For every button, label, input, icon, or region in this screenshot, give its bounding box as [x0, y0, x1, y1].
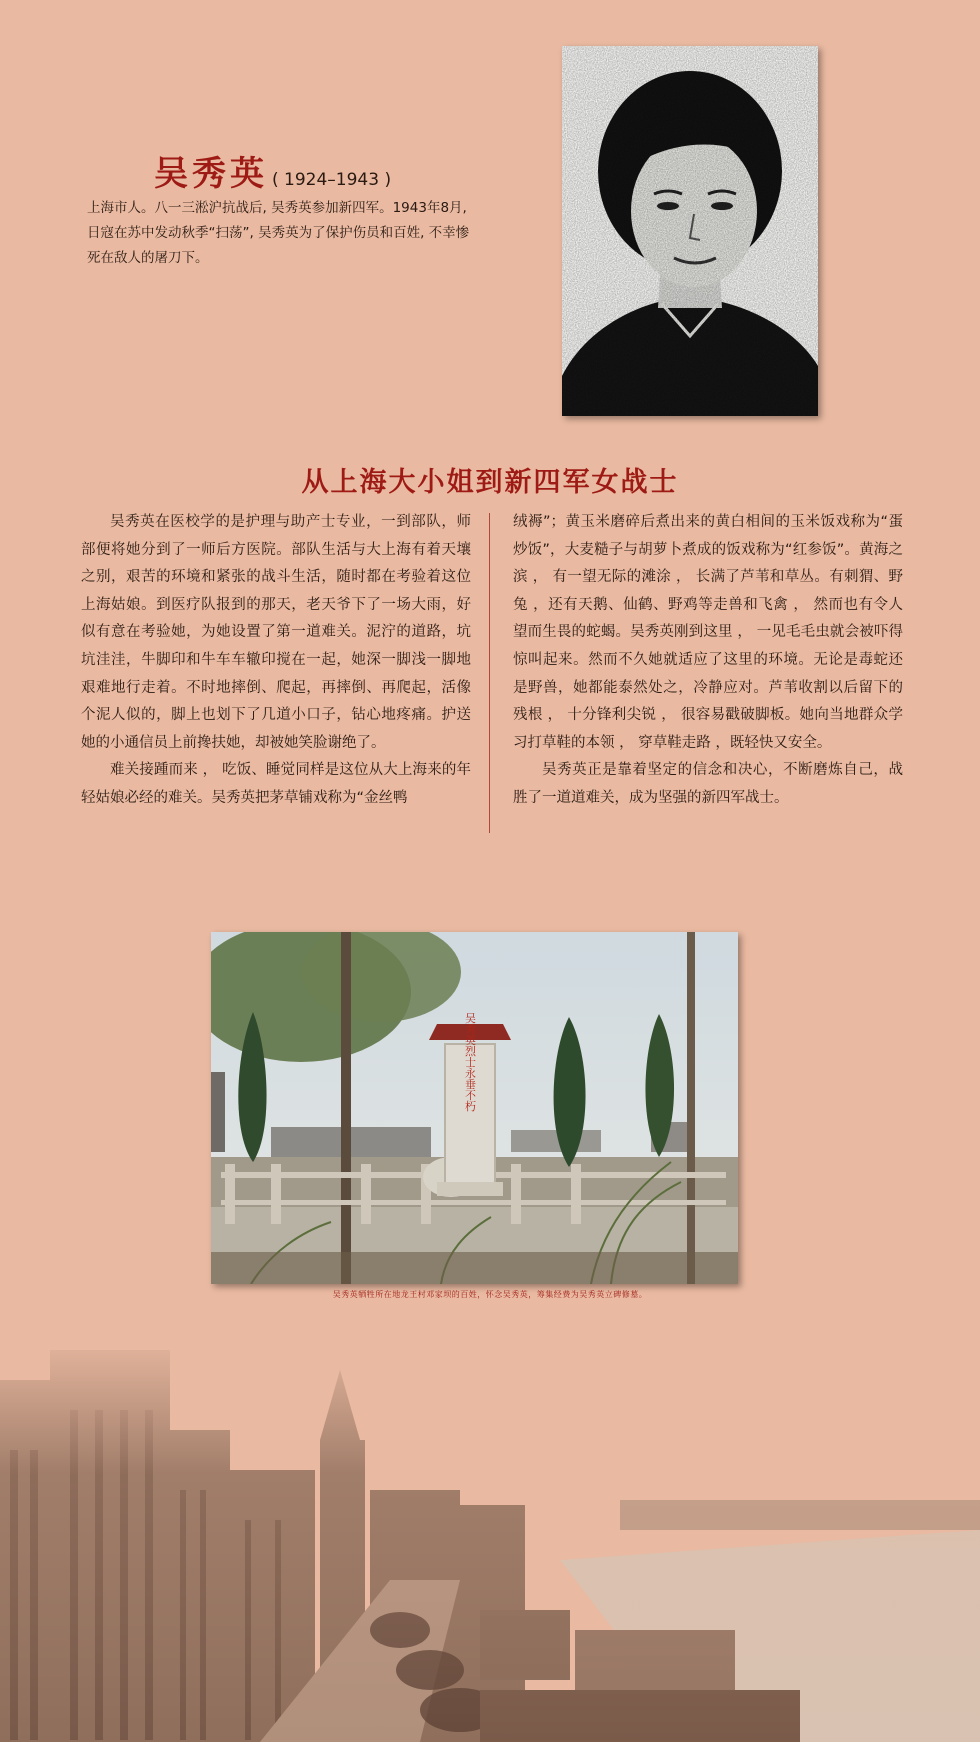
life-years: ( 1924–1943 ) — [272, 170, 392, 190]
paragraph: 难关接踵而来 ， 吃饭、睡觉同样是这位从大上海来的年轻姑娘必经的难关。吴秀英把茅草铺戏称为“金丝鸭 — [81, 762, 471, 806]
paragraph: 吴秀英正是靠着坚定的信念和决心，不断磨炼自己，战胜了一道道难关，成为坚强的新四军战士。 — [513, 762, 903, 806]
memorial-photo — [211, 932, 738, 1284]
old-shanghai-bund-image — [0, 1330, 980, 1742]
photo-caption: 吴秀英牺牲所在地龙王村邓家坝的百姓，怀念吴秀英，筹集经费为吴秀英立碑修墓。 — [332, 1290, 648, 1299]
portrait-image — [562, 46, 818, 416]
section-title: 从上海大小姐到新四军女战士 — [301, 467, 679, 498]
person-name: 吴秀英 — [154, 154, 268, 194]
memorial-image — [211, 932, 738, 1284]
paragraph: 吴秀英在医校学的是护理与助产士专业，一到部队，师部便将她分到了一师后方医院。部队生活与大上海有着天壤之别，艰苦的环境和紧张的战斗生活，随时都在考验着这位上海姑娘。到医疗队报到的那天，老天爷下了一场大雨，好似有意在考验她，为她设置了第一道难关。泥泞的道路，坑坑洼洼，牛脚印和牛车车辙印搅在一起，她深一脚浅一脚地艰难地行走着。不时地摔倒、爬起，再摔倒、再爬起，活像个泥人似的，脚上也划下了几道小口子，钻心地疼痛。护送她的小通信员上前搀扶她，却被她笑脸谢绝了。 — [81, 514, 471, 751]
article-column-left — [81, 509, 471, 813]
column-divider — [489, 513, 490, 833]
paragraph: 绒褥”；黄玉米磨碎后煮出来的黄白相间的玉米饭戏称为“蛋炒饭”，大麦糙子与胡萝卜煮成的饭戏称为“红参饭”。黄海之滨 ， 有一望无际的滩涂 ， 长满了芦苇和草丛。有刺猬、野兔 ，还有天鹅、仙鹤、野鸡等走兽和飞禽 ， 然而也有令人望而生畏的蛇蝎。吴秀英刚到这里 ， 一见毛毛虫就会被吓得惊叫起来。然而不久她就适应了这里的环境。无论是毒蛇还是野兽，她都能泰然处之，冷静应对。芦苇收割以后留下的残根 ， 十分锋利尖锐 ， 很容易戳破脚板。她向当地群众学习打草鞋的本领 ， 穿草鞋走路 ，既轻快又安全。 — [513, 514, 903, 751]
stele-inscription: 吴秀英烈士永垂不朽 — [463, 1012, 477, 1112]
article-column-right — [513, 509, 903, 813]
portrait-photo — [562, 46, 818, 416]
title-block — [154, 146, 391, 195]
intro-text: 上海市人。八一三淞沪抗战后, 吴秀英参加新四军。1943年8月, 日寇在苏中发动秋季“扫荡”, 吴秀英为了保护伤员和百姓, 不幸惨死在敌人的屠刀下。 — [87, 200, 470, 266]
